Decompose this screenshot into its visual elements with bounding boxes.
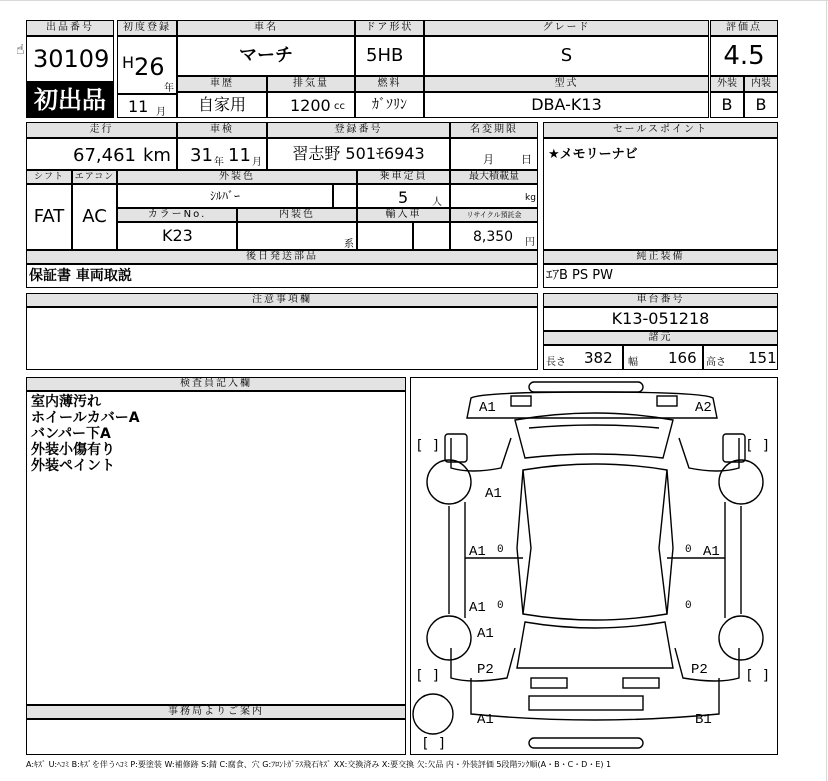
int-color-label: 内装色 — [237, 208, 357, 222]
left-front-bracket: [ ] — [415, 438, 441, 454]
car-name: マーチ — [177, 36, 355, 76]
vehicle-damage-diagram — [410, 377, 778, 755]
mileage-unit: km — [143, 145, 171, 166]
first-reg-year: 26 — [134, 53, 165, 81]
damage-legend: A:ｷｽﾞ U:ﾍｺﾐ B:ｷｽﾞを伴うﾍｺﾐ P:要塗装 W:補修跡 S:錆 C:腐食、穴 G:ﾌﾛﾝﾄｶﾞﾗｽ飛石ｷｽﾞ XX:交換済み X:要交換 欠:欠品 内・外装評価 5段階ﾗﾝｸ順(A・B・C・D・E) 1 — [26, 760, 612, 769]
spec-height-label: 高さ — [706, 357, 726, 368]
registration-number: 習志野 501ﾓ6943 — [267, 138, 450, 170]
front-right-bumper-corner — [723, 434, 745, 462]
office-notes-label: 事務局よりご案内 — [26, 705, 406, 719]
office-notes-box — [26, 719, 406, 755]
right-rear-bracket: [ ] — [745, 668, 771, 684]
right-front-bracket: [ ] — [745, 438, 771, 454]
recycle-cell — [450, 222, 538, 250]
rear-right-lamp — [623, 678, 659, 688]
inspector-note: バンパー下A — [31, 426, 111, 442]
name-change-month: 月 — [483, 153, 494, 166]
chassis-no-label: 車台番号 — [543, 293, 778, 307]
genuine-equipment: ｴｱB PS PW — [543, 264, 778, 288]
damage-mark-left-front-door: A1 — [469, 544, 486, 560]
first-reg-label: 初度登録 — [117, 20, 177, 36]
mileage-label: 走行 — [26, 122, 177, 138]
rear-right-wheel — [719, 616, 763, 660]
inspector-note: 室内薄汚れ — [31, 394, 101, 410]
mileage-cell — [26, 138, 177, 170]
year-unit: 年 — [164, 83, 174, 94]
hand-cursor-icon: ☝ — [16, 42, 25, 58]
damage-mark-right-rear-quarter: P2 — [691, 662, 708, 678]
max-load-cell — [450, 184, 538, 208]
max-load-unit: kg — [525, 193, 536, 203]
registration-label: 登録番号 — [267, 122, 450, 138]
inspection-year-unit: 年 — [214, 157, 224, 168]
page-border-right — [826, 0, 827, 781]
import-cell-a — [357, 222, 413, 250]
car-outline-drawing — [411, 378, 779, 756]
inspector-notes — [26, 391, 406, 705]
displacement-cell — [267, 92, 355, 118]
rear-plate — [529, 696, 643, 710]
lot-no-label: 出品番号 — [26, 20, 114, 36]
recycle-label: リサイクル預託金 — [450, 208, 538, 222]
rear-bumper-strip — [529, 738, 643, 748]
damage-mark-left-rear-door: A1 — [469, 600, 486, 616]
displacement-unit: cc — [334, 101, 345, 112]
first-reg-month: 11 — [128, 97, 149, 116]
right-window-line — [659, 470, 667, 614]
spec-height-cell — [703, 345, 778, 370]
recycle-unit: 円 — [525, 237, 535, 248]
shift: FAT — [26, 184, 72, 250]
damage-mark-left-rear-door-zero: 0 — [497, 600, 504, 612]
sales-point-text: ★メモリーナビ — [543, 138, 778, 250]
grade-label: グレード — [424, 20, 709, 36]
rear-outline — [471, 678, 719, 720]
name-change-day: 日 — [521, 153, 532, 166]
later-parts: 保証書 車両取説 — [26, 264, 538, 288]
lot-number: 30109 — [26, 36, 114, 82]
interior-score: B — [744, 92, 778, 118]
shift-label: シフト — [26, 170, 72, 184]
damage-mark-right-rear-door-zero: 0 — [685, 600, 692, 612]
spec-width: 166 — [668, 349, 697, 367]
inspector-note: ホイールカバーA — [31, 410, 140, 426]
capacity-cell — [357, 184, 450, 208]
damage-mark-left-rear-wheel: A1 — [477, 626, 494, 642]
chassis-number: K13-051218 — [543, 307, 778, 331]
inspection-label: 車検 — [177, 122, 267, 138]
int-color-unit: 系 — [344, 239, 354, 250]
fuel: ｶﾞｿﾘﾝ — [355, 92, 424, 118]
ext-color-label: 外装色 — [117, 170, 357, 184]
model-type-label: 型式 — [424, 76, 709, 92]
page-border-top — [0, 0, 828, 4]
spare-bracket: [ ] — [421, 736, 447, 752]
color-no-label: カラーNo. — [117, 208, 237, 222]
model-type: DBA-K13 — [424, 92, 709, 118]
import-cell-b — [413, 222, 450, 250]
damage-mark-front-right: A2 — [695, 400, 712, 416]
notes-label: 注意事項欄 — [26, 293, 538, 307]
score-label: 評価点 — [710, 20, 778, 36]
inspector-note: 外装小傷有り — [31, 442, 115, 458]
ac-label: エアコン — [72, 170, 117, 184]
damage-mark-rear-left: A1 — [477, 712, 494, 728]
rear-window — [517, 622, 673, 668]
specs-label: 諸元 — [543, 331, 778, 345]
name-change-cell — [450, 138, 538, 170]
later-parts-label: 後日発送部品 — [26, 250, 538, 264]
inspector-note: 外装ペイント — [31, 458, 115, 474]
front-left-bumper-corner — [445, 434, 467, 462]
capacity-label: 乗車定員 — [357, 170, 450, 184]
capacity: 5 — [398, 188, 409, 207]
front-right-fender — [679, 438, 739, 471]
inspector-notes-label: 検査員記入欄 — [26, 377, 406, 391]
first-reg-year-cell — [117, 36, 177, 94]
inspection-year: 31 — [190, 145, 213, 166]
front-outline — [467, 392, 717, 418]
exterior-score: B — [710, 92, 744, 118]
door-label: ドア形状 — [355, 20, 424, 36]
spec-width-cell — [623, 345, 703, 370]
import-label: 輸入車 — [357, 208, 450, 222]
inspection-month-unit: 月 — [252, 157, 262, 168]
rear-left-wheel — [427, 616, 471, 660]
damage-mark-left-front-wheel: A1 — [485, 486, 502, 502]
mileage: 67,461 — [73, 145, 136, 166]
spec-length-label: 長さ — [546, 357, 566, 368]
vehicle-history: 自家用 — [177, 92, 267, 118]
inspection-month: 11 — [228, 145, 251, 166]
ext-color-extra — [333, 184, 357, 208]
windshield-line — [529, 425, 659, 428]
left-window-line — [523, 470, 531, 614]
overall-score: 4.5 — [710, 36, 778, 76]
ext-color: ｼﾙﾊﾞｰ — [117, 184, 333, 208]
spare-wheel — [413, 694, 453, 734]
max-load-label: 最大積載量 — [450, 170, 538, 184]
rear-left-lamp — [531, 678, 567, 688]
history-label: 車歴 — [177, 76, 267, 92]
first-listing-badge: 初出品 — [26, 82, 114, 118]
left-rear-bracket: [ ] — [415, 668, 441, 684]
sales-points-label: セールスポイント — [543, 122, 778, 138]
interior-label: 内装 — [744, 76, 778, 92]
spec-width-label: 幅 — [628, 357, 638, 368]
displacement-label: 排気量 — [267, 76, 355, 92]
damage-mark-left-rear-quarter: P2 — [477, 662, 494, 678]
damage-mark-right-front-door-zero: 0 — [685, 544, 692, 556]
color-no: K23 — [117, 222, 237, 250]
recycle-fee: 8,350 — [473, 229, 514, 245]
spec-length-cell — [543, 345, 623, 370]
notes-box — [26, 307, 538, 370]
front-right-wheel — [719, 460, 763, 504]
name-change-label: 名変期限 — [450, 122, 538, 138]
int-color-cell — [237, 222, 357, 250]
spec-height: 151 — [748, 349, 777, 367]
air-conditioner: AC — [72, 184, 117, 250]
month-unit: 月 — [156, 107, 166, 118]
damage-mark-right-front-door: A1 — [703, 544, 720, 560]
grade: S — [424, 36, 709, 76]
first-reg-month-cell — [117, 94, 177, 118]
car-name-label: 車名 — [177, 20, 355, 36]
front-left-fender — [451, 438, 511, 471]
damage-mark-rear-right: B1 — [695, 712, 712, 728]
genuine-equipment-label: 純正装備 — [543, 250, 778, 264]
capacity-unit: 人 — [432, 197, 442, 208]
door-type: 5HB — [355, 36, 424, 76]
spec-length: 382 — [584, 349, 613, 367]
windshield — [515, 413, 673, 458]
displacement: 1200 — [290, 96, 331, 115]
exterior-label: 外装 — [710, 76, 744, 92]
left-headlight — [511, 396, 531, 406]
front-left-wheel — [427, 460, 471, 504]
inspection-cell — [177, 138, 267, 170]
damage-mark-front-left: A1 — [479, 400, 496, 416]
damage-mark-left-front-door-zero: 0 — [497, 544, 504, 556]
roof-outline — [517, 464, 673, 620]
right-headlight — [657, 396, 677, 406]
front-bumper-strip — [529, 382, 643, 392]
fuel-label: 燃料 — [355, 76, 424, 92]
era: H — [122, 53, 135, 72]
